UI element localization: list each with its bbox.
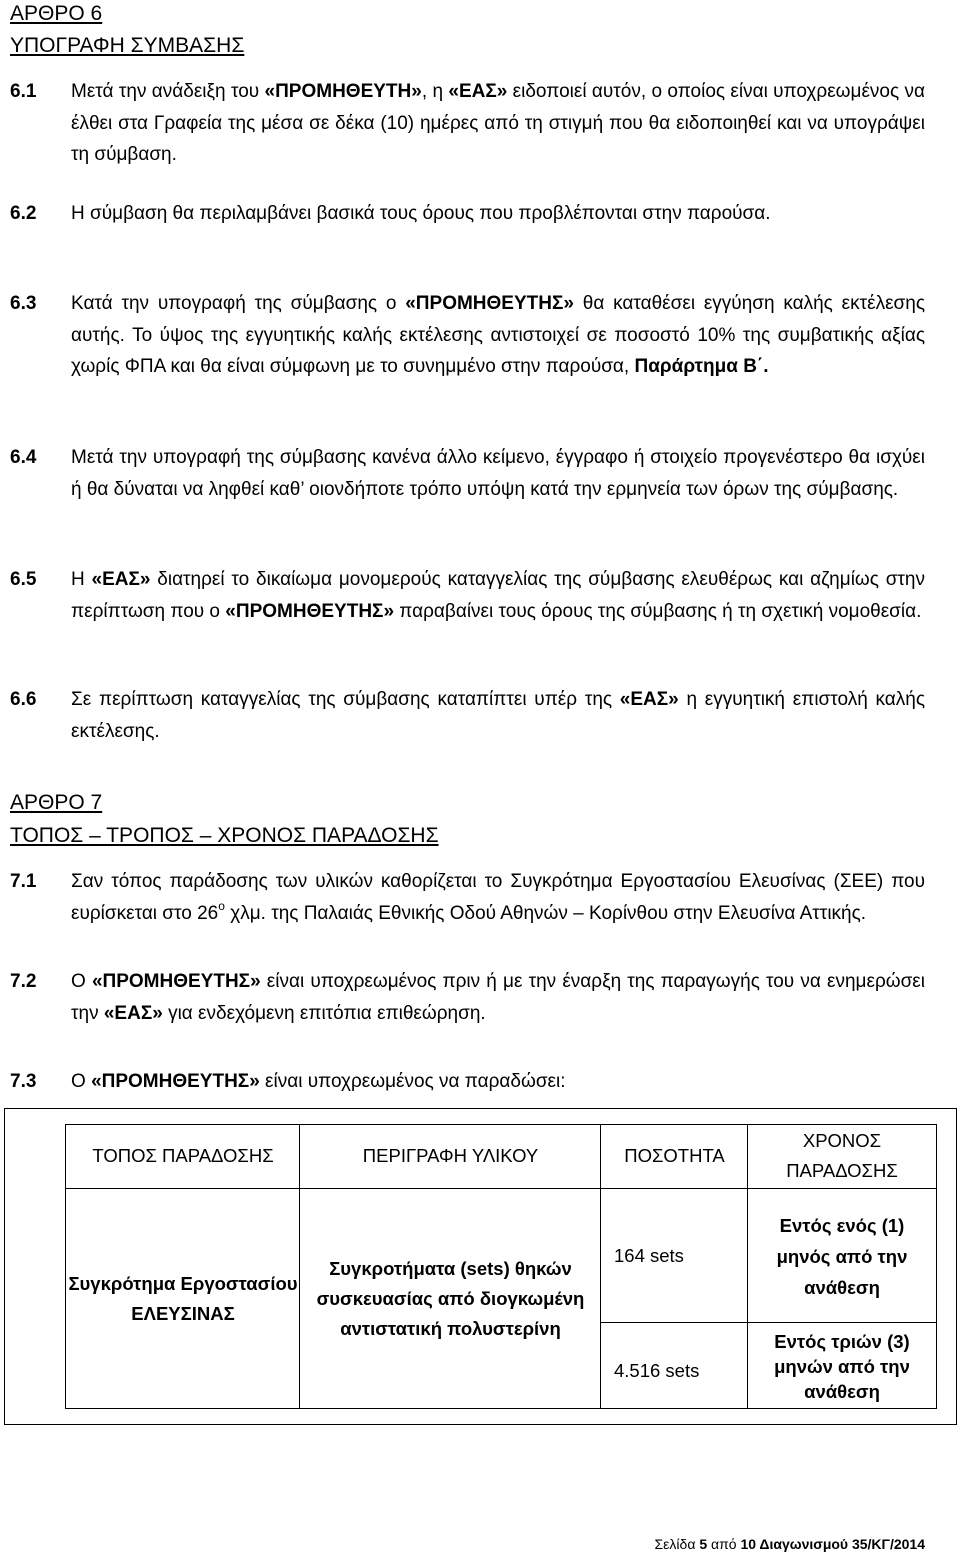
- article-7-title: ΑΡΘΡΟ 7: [10, 791, 103, 814]
- table-header-delivery-time: ΧΡΟΝΟΣ ΠΑΡΑΔΟΣΗΣ: [786, 1130, 898, 1181]
- article-6-title: ΑΡΘΡΟ 6: [10, 2, 103, 25]
- table-header-quantity: ΠΟΣΟΤΗΤΑ: [624, 1145, 725, 1166]
- paragraph-6-4: 6.4 Μετά την υπογραφή της σύμβασης κανένα άλλο κείμενο, έγγραφο ή στοιχείο προγενέστερο θα ισχύει ή θα δύναται να ληφθεί καθ’ οιονδήποτε τρόπο υπόψη κατά την ερμηνεία των όρων της σύμβασης.: [10, 442, 925, 505]
- header-divider: [65, 1188, 937, 1189]
- article-7-subtitle: ΤΟΠΟΣ – ΤΡΟΠΟΣ – ΧΡΟΝΟΣ ΠΑΡΑΔΟΣΗΣ: [10, 824, 439, 847]
- paragraph-6-1: 6.1 Μετά την ανάδειξη του «ΠΡΟΜΗΘΕΥΤΗ», η «ΕΑΣ» ειδοποιεί αυτόν, ο οποίος είναι υποχρεωμένος να έλθει στα Γραφεία της μέσα σε δέκα (10) ημέρες από τη στιγμή που θα ειδοποιηθεί και να υπογράψει τη σύμβαση.: [10, 76, 925, 171]
- paragraph-number: 6.6: [10, 689, 37, 710]
- row-divider: [600, 1322, 937, 1323]
- paragraph-6-5: 6.5 Η «ΕΑΣ» διατηρεί το δικαίωμα μονομερούς καταγγελίας της σύμβασης ελευθέρως και αζημίως στην περίπτωση που ο «ΠΡΟΜΗΘΕΥΤΗΣ» παραβαίνει τους όρους της σύμβασης ή τη σχετική νομοθεσία.: [10, 564, 925, 627]
- table-cell-time-1: Εντός ενός (1) μηνός από την ανάθεση: [776, 1214, 908, 1298]
- paragraph-number: 6.5: [10, 569, 37, 590]
- article-6-subtitle: ΥΠΟΓΡΑΦΗ ΣΥΜΒΑΣΗΣ: [10, 34, 245, 57]
- column-divider: [299, 1124, 300, 1409]
- table-header-description: ΠΕΡΙΓΡΑΦΗ ΥΛΙΚΟΥ: [362, 1145, 539, 1166]
- table-cell-description: Συγκροτήματα (sets) θηκών συσκευασίας από διογκωμένη αντιστατική πολυστερίνη: [316, 1257, 585, 1339]
- paragraph-number: 6.1: [10, 81, 37, 102]
- paragraph-6-6: 6.6 Σε περίπτωση καταγγελίας της σύμβασης καταπίπτει υπέρ της «ΕΑΣ» η εγγυητική επιστολή καλής εκτέλεσης.: [10, 684, 925, 747]
- column-divider: [747, 1124, 748, 1409]
- column-divider: [600, 1124, 601, 1409]
- paragraph-number: 7.1: [10, 871, 37, 892]
- paragraph-7-3: 7.3 Ο «ΠΡΟΜΗΘΕΥΤΗΣ» είναι υποχρεωμένος να παραδώσει:: [10, 1066, 925, 1098]
- paragraph-number: 7.3: [10, 1071, 37, 1092]
- table-cell-quantity-1: 164 sets: [614, 1245, 684, 1266]
- paragraph-number: 6.3: [10, 293, 37, 314]
- table-cell-quantity-2: 4.516 sets: [614, 1359, 700, 1381]
- paragraph-7-2: 7.2 Ο «ΠΡΟΜΗΘΕΥΤΗΣ» είναι υποχρεωμένος πριν ή με την έναρξη της παραγωγής του να ενημερώσει την «ΕΑΣ» για ενδεχόμενη επιτόπια επιθεώρηση.: [10, 966, 925, 1029]
- paragraph-6-3: 6.3 Κατά την υπογραφή της σύμβασης ο «ΠΡΟΜΗΘΕΥΤΗΣ» θα καταθέσει εγγύηση καλής εκτέλεσης αυτής. Το ύψος της εγγυητικής καλής εκτέλεσης αντιστοιχεί σε ποσοστό 10% της συμβατικής αξίας χωρίς ΦΠΑ και θα είναι σύμφωνη με το συνημμένο στην παρούσα, Παράρτημα Β΄.: [10, 288, 925, 383]
- paragraph-7-1: 7.1 Σαν τόπος παράδοσης των υλικών καθορίζεται το Συγκρότημα Εργοστασίου Ελευσίνας (ΣΕΕ) που ευρίσκεται στο $26^o$ χλμ. της Παλαιάς Εθνικής Οδού Αθηνών – Κορίνθου στην Ελευσίνα Αττικής.: [10, 866, 925, 929]
- paragraph-number: 6.4: [10, 447, 37, 468]
- table-cell-time-2: Εντός τριών (3) μηνών από την ανάθεση: [774, 1331, 910, 1402]
- page-footer: Σελίδα 5 από 10 Διαγωνισμού 35/ΚΓ/2014: [654, 1536, 925, 1552]
- paragraph-number: 7.2: [10, 971, 37, 992]
- paragraph-number: 6.2: [10, 203, 37, 224]
- table-cell-place: Συγκρότημα Εργοστασίου ΕΛΕΥΣΙΝΑΣ: [68, 1272, 298, 1324]
- table-header-place: ΤΟΠΟΣ ΠΑΡΑΔΟΣΗΣ: [92, 1145, 274, 1166]
- paragraph-6-2: 6.2 Η σύμβαση θα περιλαμβάνει βασικά τους όρους που προβλέπονται στην παρούσα.: [10, 198, 925, 230]
